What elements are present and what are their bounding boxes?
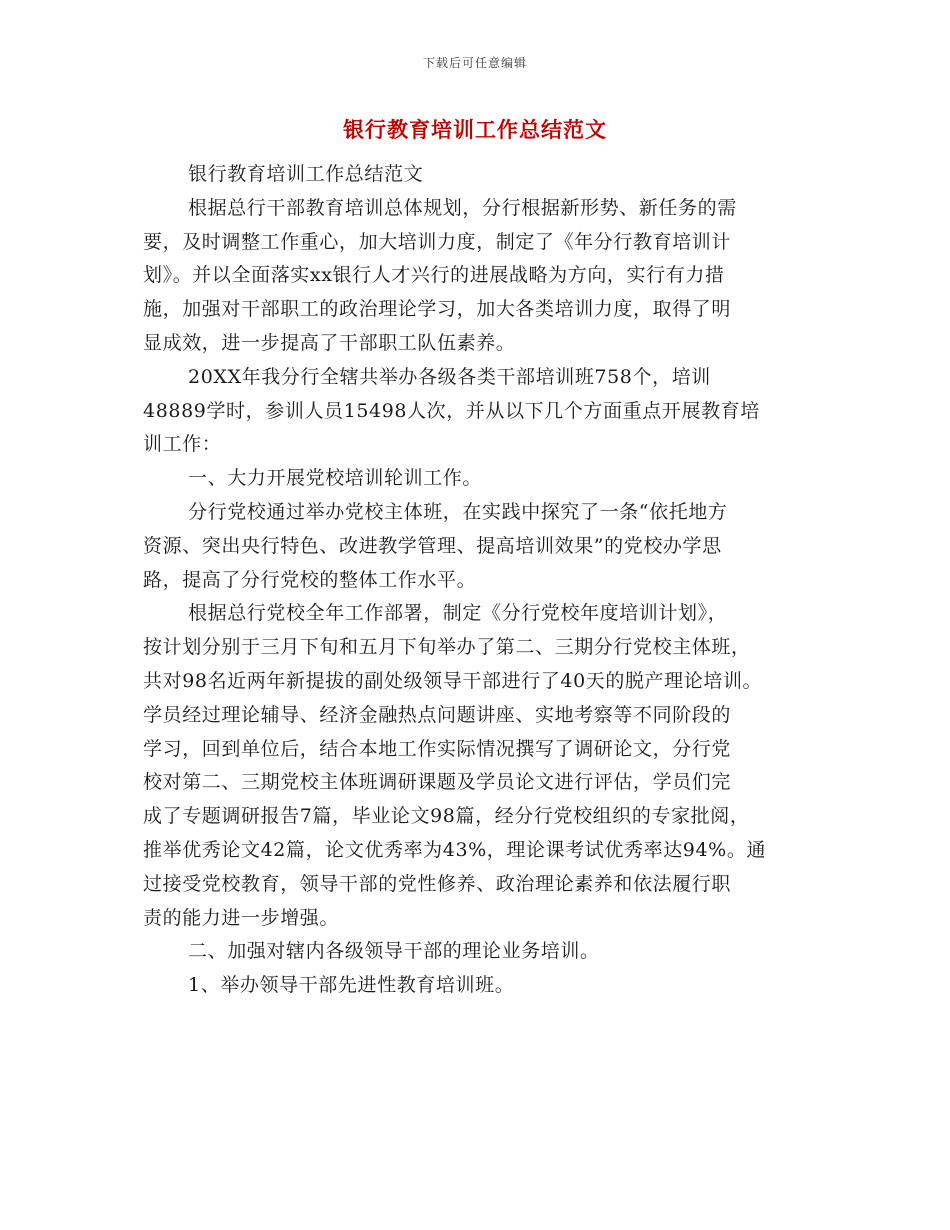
body-line: 显成效，进一步提高了干部职工队伍素养。	[143, 331, 516, 354]
header-note: 下载后可任意编辑	[422, 56, 527, 70]
body-line: 学员经过理论辅导、经济金融热点问题讲座、实地考察等不同阶段的	[143, 703, 732, 726]
body-line: 共对98名近两年新提拔的副处级领导干部进行了40天的脱产理论培训。	[143, 669, 763, 692]
body-line: 推举优秀论文42篇，论文优秀率为43%，理论课考试优秀率达94%。通	[143, 838, 767, 861]
body-line: 责的能力进一步增强。	[143, 906, 340, 929]
body-line: 20XX年我分行全辖共举办各级各类干部培训班758个，培训	[188, 365, 711, 388]
document-title: 银行教育培训工作总结范文	[343, 117, 607, 142]
body-line: 校对第二、三期党校主体班调研课题及学员论文进行评估，学员们完	[143, 771, 732, 794]
body-line: 按计划分别于三月下旬和五月下旬举办了第二、三期分行党校主体班，	[143, 636, 751, 659]
body-line: 过接受党校教育，领导干部的党性修养、政治理论素养和依法履行职	[143, 872, 732, 895]
body-line: 1、举办领导干部先进性教育培训班。	[188, 974, 515, 997]
body-line: 银行教育培训工作总结范文	[188, 163, 424, 185]
body-line: 资源、突出央行特色、改进教学管理、提高培训效果”的党校办学思	[143, 534, 722, 557]
body-line: 根据总行党校全年工作部署，制定《分行党校年度培训计划》，	[188, 602, 728, 625]
body-line: 训工作：	[143, 433, 222, 456]
body-line: 一、大力开展党校培训轮训工作。	[188, 467, 483, 490]
body-line: 要，及时调整工作重心，加大培训力度，制定了《年分行教育培训计	[143, 230, 732, 253]
body-line: 划》。并以全面落实xx银行人才兴行的进展战略为方向，实行有力措	[143, 264, 725, 287]
body-line: 二、加强对辖内各级领导干部的理论业务培训。	[188, 940, 600, 963]
body-line: 分行党校通过举办党校主体班，在实践中探究了一条“依托地方	[188, 500, 728, 523]
body-line: 施，加强对干部职工的政治理论学习，加大各类培训力度，取得了明	[143, 298, 732, 321]
body-line: 根据总行干部教育培训总体规划，分行根据新形势、新任务的需	[188, 196, 737, 219]
body-text	[143, 158, 823, 1003]
body-line: 成了专题调研报告7篇，毕业论文98篇，经分行党校组织的专家批阅，	[143, 805, 750, 828]
body-line: 学习，回到单位后，结合本地工作实际情况撰写了调研论文，分行党	[143, 737, 732, 760]
body-line: 48889学时，参训人员15498人次，并从以下几个方面重点开展教育培	[143, 399, 760, 422]
body-line: 路，提高了分行党校的整体工作水平。	[143, 568, 477, 591]
